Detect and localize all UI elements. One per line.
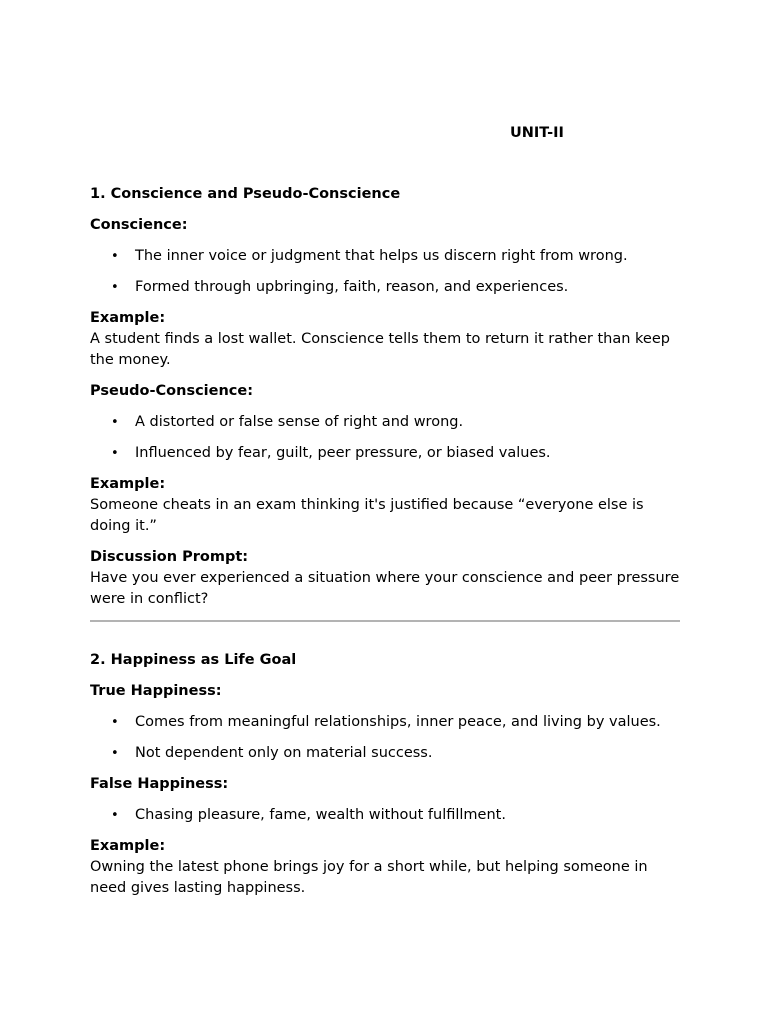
list-item bbox=[90, 805, 680, 826]
example-text: A student finds a lost wallet. Conscience tells them to return it rather than keep the money. bbox=[90, 331, 670, 368]
list-item-text: Chasing pleasure, fame, wealth without fulfillment. bbox=[135, 807, 506, 823]
pseudo-conscience-label: Pseudo-Conscience: bbox=[90, 383, 254, 399]
unit-title: UNIT-II bbox=[510, 125, 564, 141]
bullet-icon: • bbox=[111, 808, 119, 823]
bullet-icon: • bbox=[111, 715, 119, 730]
conscience-label: Conscience: bbox=[90, 217, 188, 233]
false-happiness-label: False Happiness: bbox=[90, 776, 229, 792]
discussion-prompt-text: Have you ever experienced a situation where your conscience and peer pressure were in conflict? bbox=[90, 570, 680, 607]
list-item-text: Formed through upbringing, faith, reason, and experiences. bbox=[135, 279, 569, 295]
true-happiness-label: True Happiness: bbox=[90, 683, 222, 699]
example-label: Example: bbox=[90, 476, 166, 492]
bullet-icon: • bbox=[111, 415, 119, 430]
list-item-text: The inner voice or judgment that helps us discern right from wrong. bbox=[135, 248, 628, 264]
document-body bbox=[90, 184, 680, 909]
list-item-text: Not dependent only on material success. bbox=[135, 745, 433, 761]
conscience-list bbox=[90, 246, 680, 298]
bullet-icon: • bbox=[111, 280, 119, 295]
section-2-heading: 2. Happiness as Life Goal bbox=[90, 652, 297, 668]
bullet-icon: • bbox=[111, 746, 119, 761]
section-1-heading: 1. Conscience and Pseudo-Conscience bbox=[90, 186, 401, 202]
discussion-prompt-label: Discussion Prompt: bbox=[90, 549, 249, 565]
list-item bbox=[90, 246, 680, 267]
example-text: Someone cheats in an exam thinking it's justified because “everyone else is doing it.” bbox=[90, 497, 644, 534]
list-item-text: Comes from meaningful relationships, inner peace, and living by values. bbox=[135, 714, 661, 730]
list-item-text: Influenced by fear, guilt, peer pressure, or biased values. bbox=[135, 445, 551, 461]
true-happiness-list bbox=[90, 712, 680, 764]
example-label: Example: bbox=[90, 310, 166, 326]
bullet-icon: • bbox=[111, 249, 119, 264]
false-happiness-list bbox=[90, 805, 680, 826]
list-item bbox=[90, 743, 680, 764]
pseudo-conscience-list bbox=[90, 412, 680, 464]
section-divider bbox=[90, 620, 680, 622]
list-item bbox=[90, 277, 680, 298]
example-label: Example: bbox=[90, 838, 166, 854]
list-item bbox=[90, 443, 680, 464]
list-item bbox=[90, 712, 680, 733]
list-item-text: A distorted or false sense of right and wrong. bbox=[135, 414, 464, 430]
list-item bbox=[90, 412, 680, 433]
bullet-icon: • bbox=[111, 446, 119, 461]
example-text: Owning the latest phone brings joy for a short while, but helping someone in need gives lasting happiness. bbox=[90, 859, 648, 896]
